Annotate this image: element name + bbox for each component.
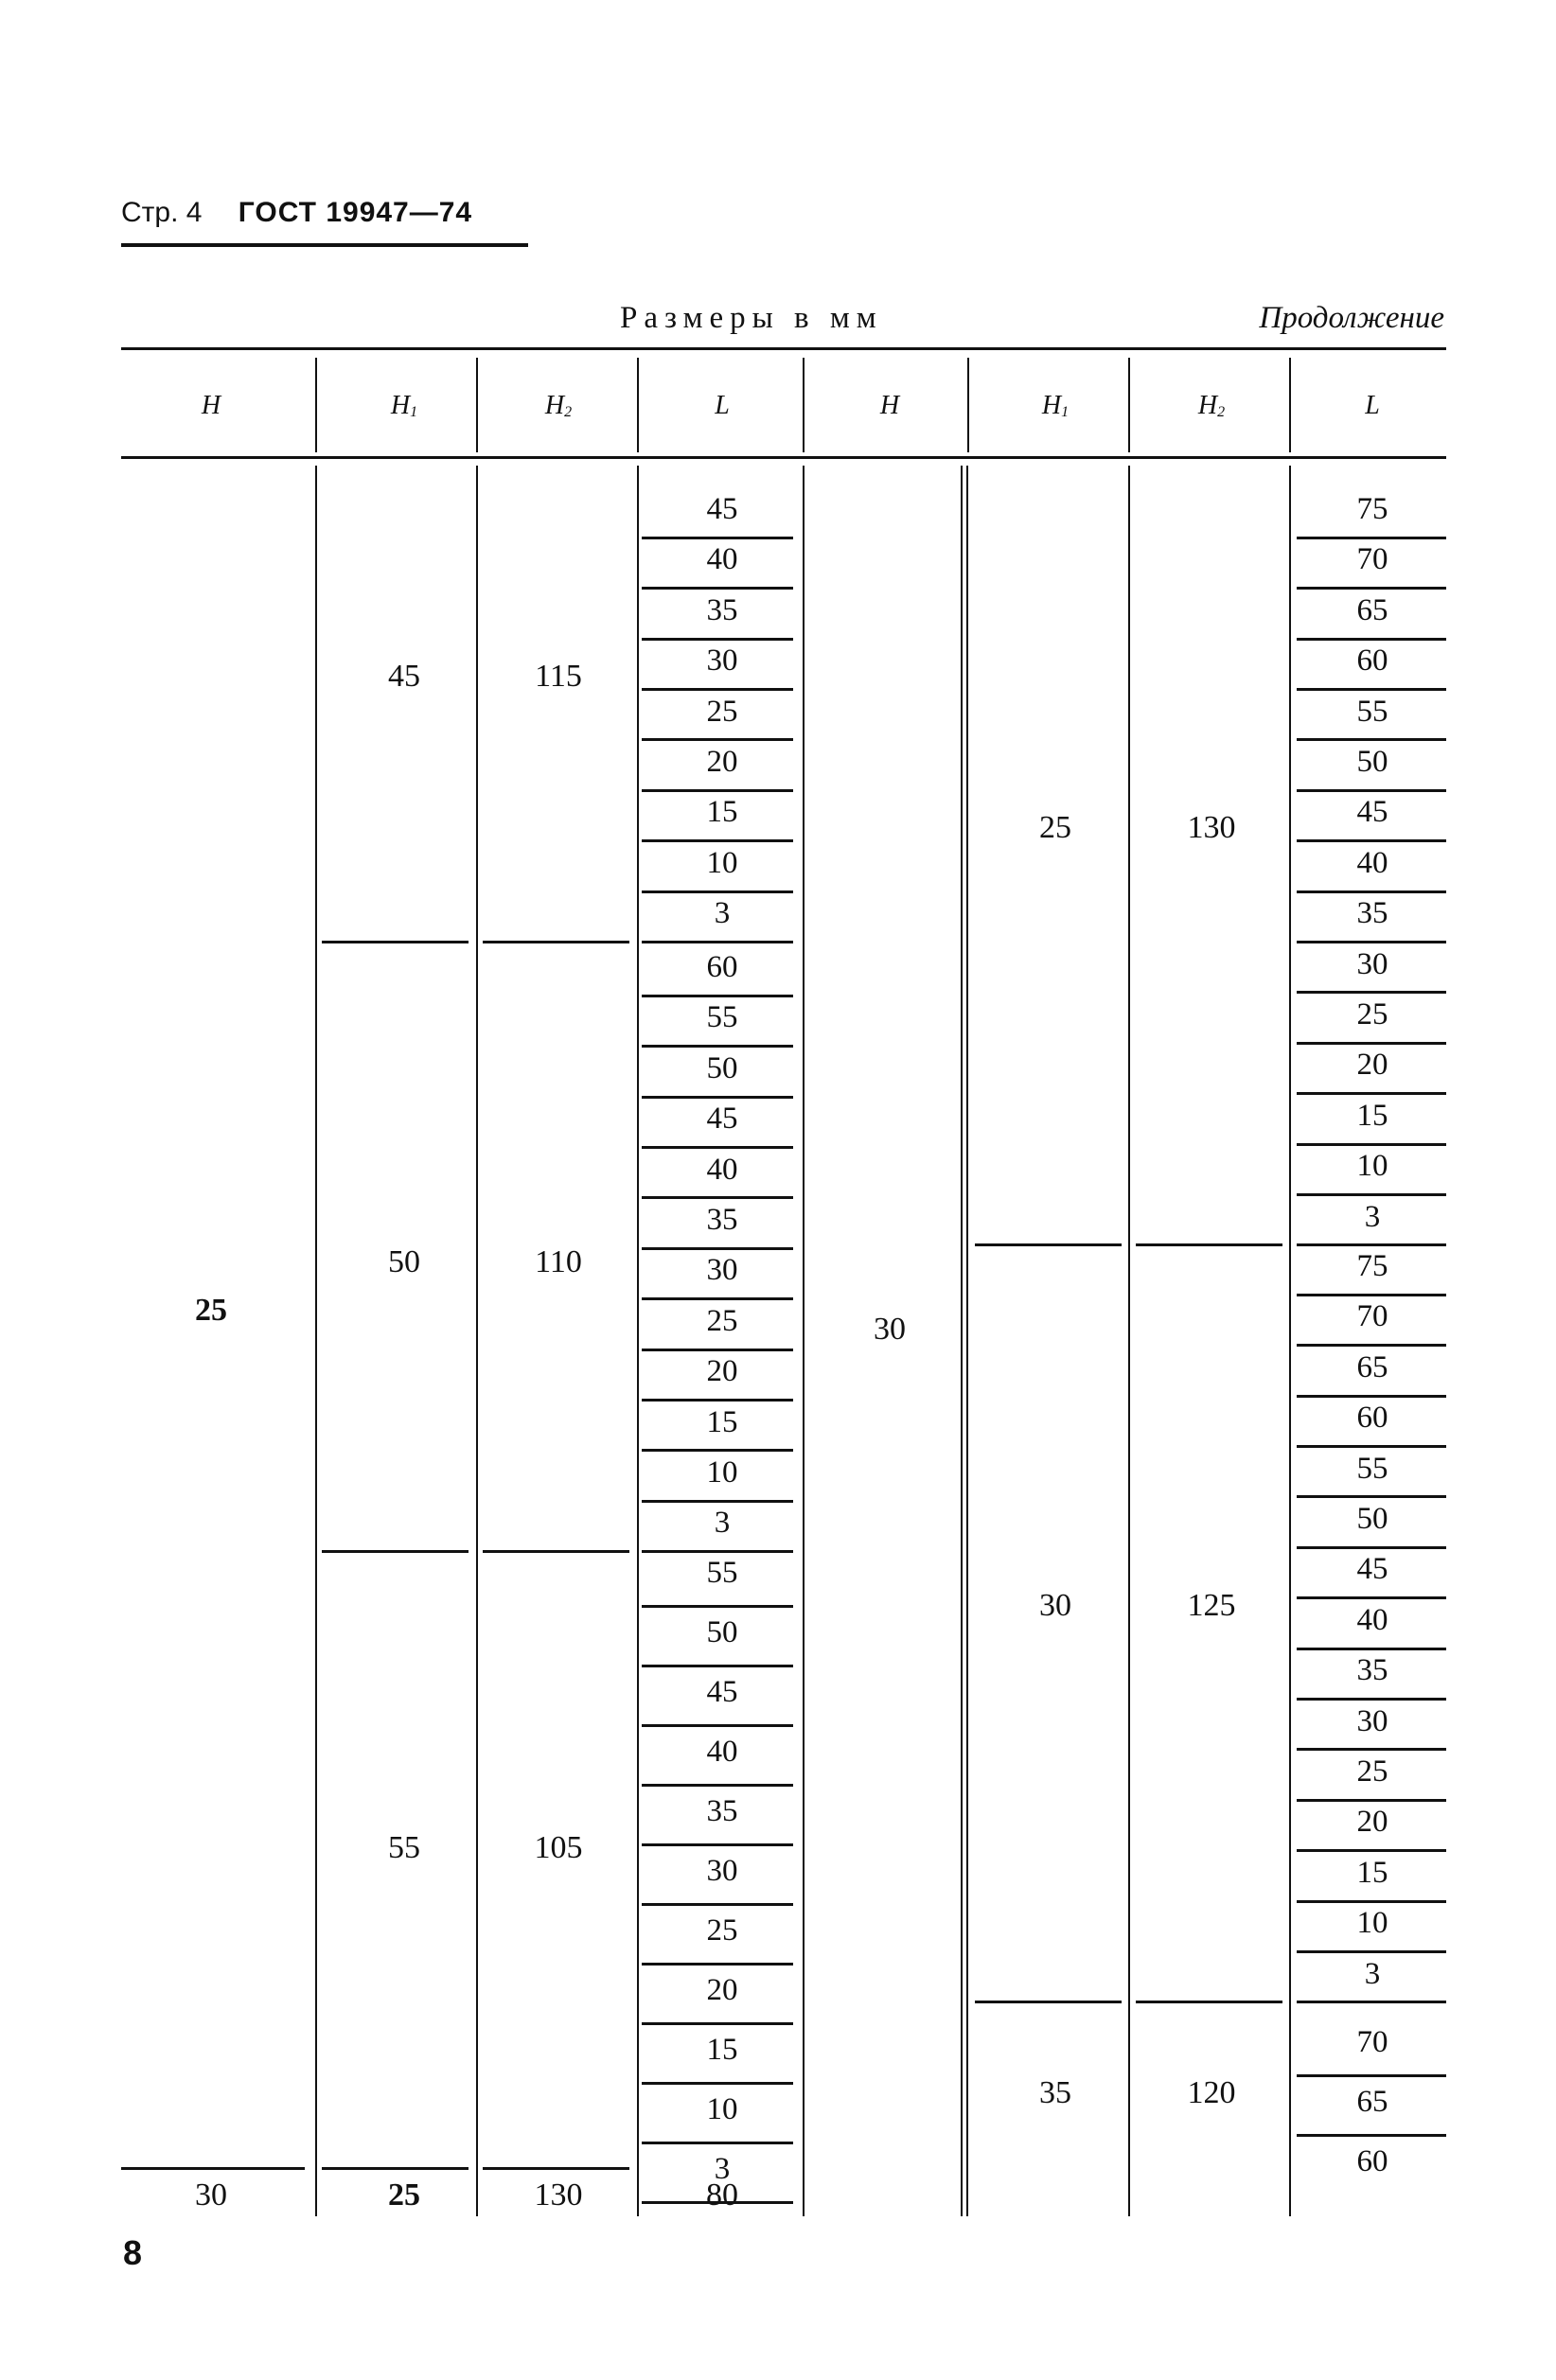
cell-L: 30 — [1356, 946, 1388, 981]
units-label: Размеры в мм — [620, 301, 883, 335]
cell-L-rule — [642, 2082, 793, 2085]
group-rule — [975, 2001, 1122, 2003]
cell-L-rule — [642, 738, 793, 741]
cell-L-rule — [1297, 1243, 1446, 1246]
column-rule — [637, 466, 639, 2216]
cell-L: 10 — [1356, 1149, 1388, 1184]
group-rule — [975, 1243, 1122, 1246]
cell-L-rule — [1297, 537, 1446, 539]
cell-H2: 105 — [534, 1830, 583, 1865]
cell-L: 40 — [1356, 845, 1388, 880]
cell-L: 35 — [1356, 896, 1388, 931]
cell-L-rule — [642, 995, 793, 997]
cell-L: 20 — [706, 745, 738, 779]
cell-L-rule — [1297, 587, 1446, 590]
cell-L-rule — [1297, 941, 1446, 943]
cell-L-rule — [1297, 1546, 1446, 1549]
cell-L: 25 — [1356, 1754, 1388, 1789]
cell-L-rule — [642, 941, 793, 943]
cell-L-rule — [1297, 1900, 1446, 1903]
header-column-rule — [637, 358, 639, 452]
table-top-rule — [121, 347, 1446, 350]
cell-H1: 35 — [1039, 2075, 1071, 2110]
cell-L-rule — [642, 688, 793, 691]
cell-L: 10 — [706, 1455, 738, 1490]
cell-L-rule — [1297, 1596, 1446, 1599]
cell-L: 35 — [706, 1794, 738, 1828]
cell-L: 25 — [706, 1913, 738, 1948]
cell-L-rule — [642, 1605, 793, 1608]
cell-H: 25 — [195, 1293, 227, 1328]
cell-L: 65 — [1356, 1349, 1388, 1384]
group-rule — [483, 941, 629, 943]
cell-L: 15 — [706, 795, 738, 830]
cell-H2: 130 — [1187, 810, 1236, 845]
cell-L: 15 — [706, 2033, 738, 2067]
cell-H1: 25 — [388, 2177, 420, 2213]
cell-L-rule — [1297, 688, 1446, 691]
cell-L: 50 — [1356, 745, 1388, 779]
cell-L: 60 — [1356, 1401, 1388, 1436]
cell-L: 25 — [706, 1303, 738, 1338]
column-header: $H_2$ — [1197, 391, 1226, 420]
cell-L-rule — [1297, 638, 1446, 641]
cell-L-rule — [1297, 2001, 1446, 2003]
cell-L: 70 — [1356, 2025, 1388, 2059]
cell-L-rule — [642, 1349, 793, 1351]
cell-L: 60 — [1356, 2144, 1388, 2178]
cell-H1: 50 — [388, 1244, 420, 1279]
cell-H1: 45 — [388, 659, 420, 694]
cell-L: 30 — [706, 1253, 738, 1288]
cell-L-rule — [642, 839, 793, 842]
cell-L-rule — [642, 1724, 793, 1727]
group-rule — [1136, 1243, 1282, 1246]
cell-L: 55 — [706, 1556, 738, 1590]
column-header: L — [715, 391, 730, 420]
cell-L: 55 — [706, 1000, 738, 1035]
cell-L-rule — [1297, 1193, 1446, 1196]
cell-L: 70 — [1356, 542, 1388, 577]
cell-L: 75 — [1356, 1249, 1388, 1283]
page-number: 8 — [123, 2233, 143, 2272]
group-rule — [322, 941, 469, 943]
cell-H1: 25 — [1039, 810, 1071, 845]
cell-L: 65 — [1356, 592, 1388, 627]
cell-L: 10 — [706, 2092, 738, 2126]
cell-L-rule — [1297, 1698, 1446, 1701]
cell-L: 15 — [1356, 1098, 1388, 1133]
cell-L: 45 — [706, 492, 738, 526]
column-rule — [315, 466, 317, 2216]
cell-L: 35 — [1356, 1653, 1388, 1688]
cell-L: 15 — [1356, 1855, 1388, 1890]
cell-L: 65 — [1356, 2085, 1388, 2119]
cell-L-rule — [1297, 1294, 1446, 1296]
cell-L: 3 — [714, 896, 731, 931]
cell-L: 30 — [706, 643, 738, 679]
standard-number: ГОСТ 19947—74 — [238, 197, 473, 228]
cell-L-rule — [1297, 2134, 1446, 2137]
header-underline — [121, 243, 528, 247]
group-rule — [483, 1550, 629, 1553]
column-rule — [1128, 466, 1130, 2216]
cell-L: 45 — [706, 1675, 738, 1709]
cell-L-rule — [642, 2142, 793, 2144]
header-column-rule — [967, 358, 969, 452]
cell-H2: 130 — [534, 2177, 583, 2213]
cell-L: 55 — [1356, 694, 1388, 729]
cell-L: 3 — [1364, 1956, 1381, 1991]
column-header: $H_1$ — [1041, 391, 1070, 420]
group-rule — [1136, 2001, 1282, 2003]
cell-L: 50 — [706, 1615, 738, 1649]
header-column-rule — [803, 358, 805, 452]
column-rule — [476, 466, 478, 2216]
cell-L-rule — [1297, 1395, 1446, 1398]
column-header: $H_2$ — [544, 391, 573, 420]
cell-L-rule — [1297, 1092, 1446, 1095]
cell-H: 30 — [195, 2177, 227, 2213]
cell-L-rule — [642, 638, 793, 641]
cell-L: 10 — [1356, 1906, 1388, 1941]
cell-L: 35 — [706, 592, 738, 627]
cell-L: 35 — [706, 1203, 738, 1237]
cell-L-rule — [642, 1045, 793, 1048]
cell-L: 40 — [706, 542, 738, 577]
cell-L: 40 — [706, 1152, 738, 1187]
cell-L: 20 — [1356, 1805, 1388, 1840]
cell-L: 45 — [1356, 1552, 1388, 1587]
cell-L-rule — [1297, 839, 1446, 842]
cell-L: 30 — [706, 1854, 738, 1888]
group-rule — [322, 2167, 469, 2170]
cell-H1: 55 — [388, 1830, 420, 1865]
cell-H2: 125 — [1187, 1588, 1236, 1623]
cell-L-rule — [642, 1297, 793, 1300]
cell-L: 3 — [714, 2152, 731, 2186]
page-label: Стр. 4 — [121, 197, 203, 228]
header-bottom-rule — [121, 456, 1446, 459]
cell-L-rule — [642, 1146, 793, 1149]
cell-L-rule — [642, 1399, 793, 1402]
column-rule — [1289, 466, 1291, 2216]
cell-L: 20 — [706, 1973, 738, 2007]
cell-L-rule — [642, 890, 793, 893]
cell-H2: 120 — [1187, 2075, 1236, 2110]
cell-L-rule — [1297, 890, 1446, 893]
cell-L-rule — [642, 587, 793, 590]
cell-L-rule — [1297, 1849, 1446, 1852]
cell-L-rule — [642, 1096, 793, 1099]
cell-L: 3 — [1364, 1199, 1381, 1234]
cell-L-rule — [642, 1449, 793, 1452]
cell-L-rule — [1297, 2074, 1446, 2077]
cell-L: 30 — [1356, 1703, 1388, 1738]
column-header: H — [879, 391, 900, 420]
cell-L-rule — [642, 1665, 793, 1667]
double-column-rule — [961, 466, 963, 2216]
cell-L-rule — [1297, 789, 1446, 792]
column-header: L — [1365, 391, 1380, 420]
page-header — [121, 197, 472, 229]
cell-H2: 110 — [535, 1244, 582, 1279]
double-column-rule — [966, 466, 968, 2216]
cell-L: 20 — [706, 1354, 738, 1389]
group-rule — [483, 2167, 629, 2170]
header-column-rule — [315, 358, 317, 452]
header-column-rule — [1289, 358, 1291, 452]
cell-H: 30 — [874, 1312, 906, 1347]
cell-L: 55 — [1356, 1451, 1388, 1486]
cell-L: 3 — [714, 1506, 731, 1541]
cell-H2: 115 — [535, 659, 582, 694]
cell-L-rule — [1297, 1344, 1446, 1347]
cell-L-rule — [642, 789, 793, 792]
cell-L: 50 — [1356, 1502, 1388, 1536]
cell-L-rule — [1297, 1445, 1446, 1448]
cell-L: 70 — [1356, 1299, 1388, 1334]
column-header: H — [201, 391, 221, 420]
cell-L: 45 — [1356, 795, 1388, 830]
cell-L-rule — [1297, 1648, 1446, 1650]
cell-L: 60 — [1356, 643, 1388, 679]
cell-L-rule — [642, 1247, 793, 1250]
cell-L-rule — [1297, 991, 1446, 994]
cell-L-rule — [642, 1903, 793, 1906]
cell-L: 50 — [706, 1050, 738, 1085]
cell-L: 25 — [1356, 997, 1388, 1031]
cell-L-rule — [642, 1963, 793, 1966]
cell-L-rule — [1297, 1950, 1446, 1953]
column-header: $H_1$ — [390, 391, 418, 420]
cell-L-rule — [642, 1500, 793, 1503]
cell-L: 60 — [706, 950, 738, 984]
cell-L-rule — [642, 1196, 793, 1199]
cell-L: 10 — [706, 845, 738, 880]
cell-L-rule — [1297, 1748, 1446, 1751]
cell-L-rule — [642, 2022, 793, 2025]
cell-L: 20 — [1356, 1048, 1388, 1083]
cell-L-rule — [1297, 1143, 1446, 1146]
group-rule — [322, 1550, 469, 1553]
cell-L-rule — [642, 537, 793, 539]
cell-L: 40 — [706, 1735, 738, 1769]
cell-L-rule — [642, 1843, 793, 1846]
cell-H1: 30 — [1039, 1588, 1071, 1623]
cell-L: 80 — [706, 2177, 738, 2213]
cell-L: 40 — [1356, 1602, 1388, 1637]
cell-L-rule — [1297, 738, 1446, 741]
cell-L-rule — [642, 1550, 793, 1553]
column-rule — [803, 466, 805, 2216]
cell-L: 25 — [706, 694, 738, 729]
cell-L: 45 — [706, 1102, 738, 1137]
cell-L: 15 — [706, 1404, 738, 1439]
header-column-rule — [1128, 358, 1130, 452]
header-column-rule — [476, 358, 478, 452]
cell-L: 75 — [1356, 492, 1388, 526]
cell-L-rule — [1297, 1042, 1446, 1045]
cell-L-rule — [642, 1784, 793, 1787]
cell-L-rule — [1297, 1799, 1446, 1802]
group-rule — [121, 2167, 305, 2170]
continuation-label: Продолжение — [1259, 301, 1444, 335]
cell-L-rule — [1297, 1495, 1446, 1498]
